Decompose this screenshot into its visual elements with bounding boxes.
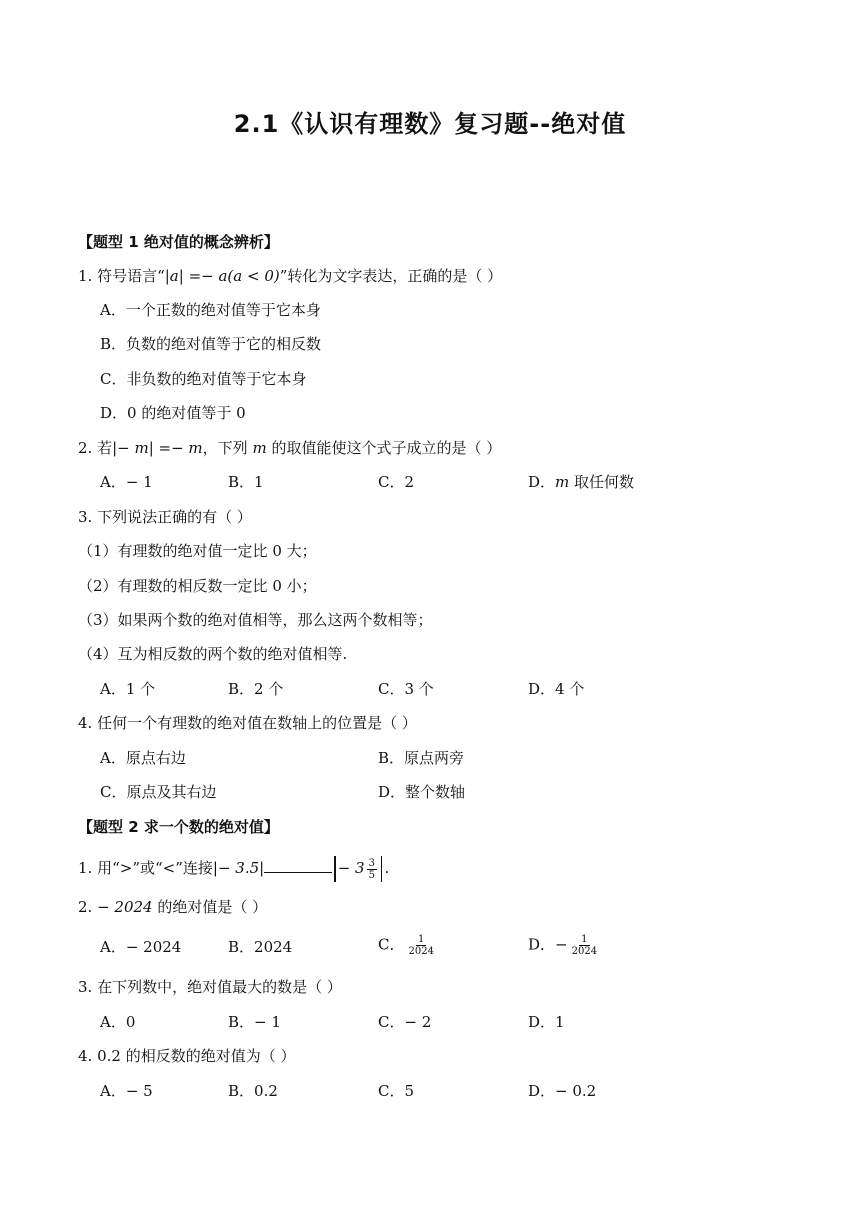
section-heading-2: 【题型 2 求一个数的绝对值】 [78, 818, 279, 836]
option-c: C．3 个 [378, 680, 434, 698]
statement-1: （1）有理数的绝对值一定比 0 大； [78, 542, 317, 560]
question-1-3: 3. 下列说法正确的有（ ） [78, 508, 252, 526]
option-a: A．− 1 [100, 473, 153, 491]
option-c: C． $\frac{1}{2024}$ [378, 934, 434, 957]
option-c: C．− 2 [378, 1013, 432, 1031]
option-d: D．4 个 [528, 680, 585, 698]
question-1-2: 2. 若|− m| =− m，下列 m 的取值能使这个式子成立的是（ ） [78, 439, 502, 457]
fraction: $\frac{3}{5}$ [368, 857, 375, 881]
statement-4: （4）互为相反数的两个数的绝对值相等. [78, 645, 348, 663]
page-title: 2.1《认识有理数》复习题--绝对值 [233, 110, 627, 138]
fraction: $\frac{1}{2024}$ [571, 934, 598, 957]
option-d: D．1 [528, 1013, 565, 1031]
option-d: D．− $\frac{1}{2024}$ [528, 934, 598, 957]
option-a: A．1 个 [100, 680, 156, 698]
option-b: B．1 [228, 473, 264, 491]
question-2-3: 3. 在下列数中，绝对值最大的数是（ ） [78, 978, 342, 996]
option-c: C．非负数的绝对值等于它本身 [100, 370, 307, 388]
question-1-1: 1. 符号语言“|a| =− a(a < 0)”转化为文字表达，正确的是（ ） [78, 267, 503, 285]
option-a: A．0 [100, 1013, 136, 1031]
option-a: A．一个正数的绝对值等于它本身 [100, 301, 321, 319]
option-b: B．− 1 [228, 1013, 281, 1031]
answer-blank [264, 858, 332, 873]
option-d: D．m 取任何数 [528, 473, 635, 491]
abs-bar-right [381, 856, 383, 882]
option-a: A．− 5 [100, 1082, 153, 1100]
fraction: $\frac{1}{2024}$ [408, 934, 434, 957]
option-c: C．5 [378, 1082, 415, 1100]
section-heading-1: 【题型 1 绝对值的概念辨析】 [78, 233, 279, 251]
option-b: B．2 个 [228, 680, 284, 698]
question-2-2: 2. − 2024 的绝对值是（ ） [78, 898, 268, 916]
option-c: C．2 [378, 473, 415, 491]
option-b: B．原点两旁 [378, 749, 465, 767]
option-a: A．− 2024 [100, 938, 182, 956]
statement-3: （3）如果两个数的绝对值相等，那么这两个数相等； [78, 611, 433, 629]
option-c: C．原点及其右边 [100, 783, 217, 801]
question-2-1: 1. 用“>”或“<”连接|− 3.5| − 3 $\frac{3}{5}$ . [78, 857, 390, 881]
statement-2: （2）有理数的相反数一定比 0 小； [78, 577, 317, 595]
option-d: D．0 的绝对值等于 0 [100, 404, 246, 422]
option-b: B．0.2 [228, 1082, 278, 1100]
option-b: B．2024 [228, 938, 293, 956]
option-a: A．原点右边 [100, 749, 186, 767]
question-1-4: 4. 任何一个有理数的绝对值在数轴上的位置是（ ） [78, 714, 417, 732]
option-d: D．− 0.2 [528, 1082, 597, 1100]
question-2-4: 4. 0.2 的相反数的绝对值为（ ） [78, 1047, 296, 1065]
option-b: B．负数的绝对值等于它的相反数 [100, 335, 322, 353]
option-d: D．整个数轴 [378, 783, 466, 801]
abs-bar-left [334, 856, 336, 882]
